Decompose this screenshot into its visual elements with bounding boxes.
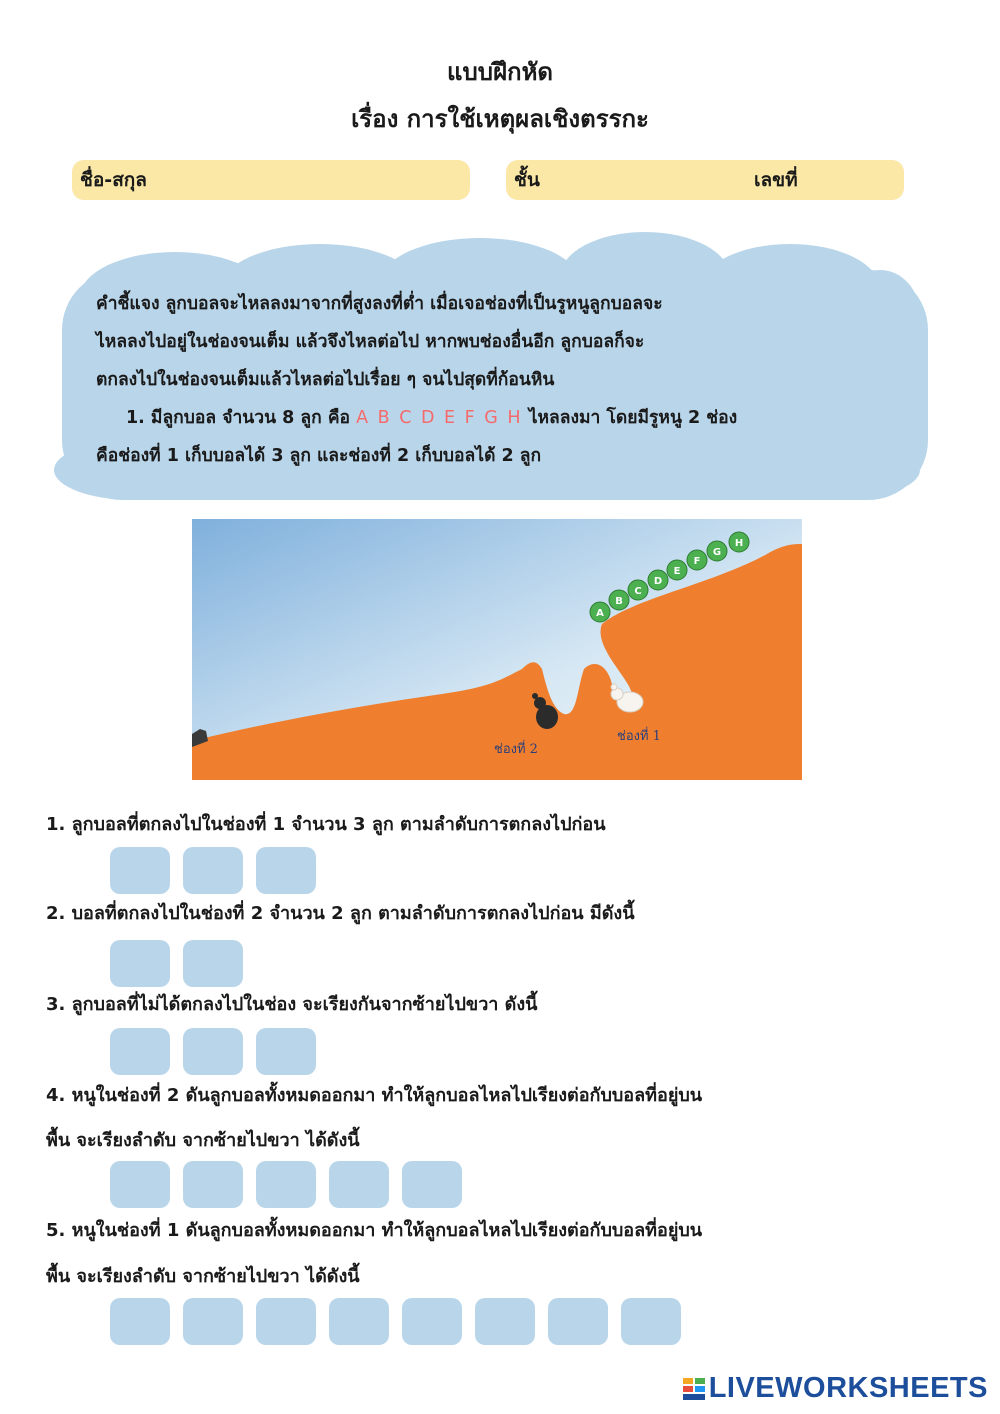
- instructions-cloud: [50, 230, 940, 505]
- instruction-line: คำชี้แจง ลูกบอลจะไหลลงมาจากที่สูงลงที่ต่ำ เมื่อเจอช่องที่เป็นรูหนูลูกบอลจะ: [96, 294, 663, 314]
- class-label: ชั้น: [514, 169, 540, 191]
- worksheet-title: แบบฝึกหัด: [447, 58, 553, 86]
- instruction-line: ไหลลงไปอยู่ในช่องจนเต็ม แล้วจึงไหลต่อไป หากพบช่องอื่นอีก ลูกบอลก็จะ: [96, 332, 645, 352]
- worksheet-subtitle: เรื่อง การใช้เหตุผลเชิงตรรกะ: [351, 105, 649, 133]
- hill-illustration: [192, 519, 802, 780]
- question-1: 1. ลูกบอลที่ตกลงไปในช่องที่ 1 จำนวน 3 ลูก ตามลำดับการตกลงไปก่อน: [46, 814, 606, 835]
- instruction-line: [96, 399, 916, 437]
- ball-label: C: [634, 586, 642, 597]
- answer-input[interactable]: [256, 1028, 320, 1077]
- answer-input[interactable]: [183, 847, 247, 896]
- answer-slot-q5-2[interactable]: [183, 1298, 243, 1345]
- answer-slot-q3-2[interactable]: [183, 1028, 243, 1075]
- answer-input[interactable]: [329, 1298, 393, 1347]
- ball-label: A: [596, 608, 604, 619]
- answer-input[interactable]: [402, 1161, 466, 1210]
- instruction-line: คือช่องที่ 1 เก็บบอลได้ 3 ลูก และช่องที่ 2 เก็บบอลได้ 2 ลูก: [96, 446, 542, 466]
- answer-input[interactable]: [256, 1298, 320, 1347]
- answer-slot-q5-7[interactable]: [548, 1298, 608, 1345]
- ball-label: G: [712, 547, 722, 558]
- question-5: 5. หนูในช่องที่ 1 ดันลูกบอลทั้งหมดออกมา ทำให้ลูกบอลไหลไปเรียงต่อกับบอลที่อยู่บน: [46, 1220, 703, 1241]
- ball-label: D: [653, 576, 663, 587]
- instruction-line: ตกลงไปในช่องจนเต็มแล้วไหลต่อไปเรื่อย ๆ จนไปสุดที่ก้อนหิน: [96, 370, 555, 390]
- ball-label: H: [734, 538, 744, 549]
- question-2: 2. บอลที่ตกลงไปในช่องที่ 2 จำนวน 2 ลูก ตามลำดับการตกลงไปก่อน มีดังนี้: [46, 903, 635, 924]
- answer-input[interactable]: [110, 1298, 174, 1347]
- liveworksheets-icon: [683, 1378, 705, 1400]
- ball-label: F: [693, 556, 701, 567]
- answer-input[interactable]: [110, 1028, 174, 1077]
- answer-input[interactable]: [475, 1298, 539, 1347]
- answer-input[interactable]: [183, 1298, 247, 1347]
- answer-slot-q5-5[interactable]: [402, 1298, 462, 1345]
- answer-slot-q5-3[interactable]: [256, 1298, 316, 1345]
- answer-slot-q5-1[interactable]: [110, 1298, 170, 1345]
- answer-slot-q5-6[interactable]: [475, 1298, 535, 1345]
- answer-slot-q3-1[interactable]: [110, 1028, 170, 1075]
- ball-label: B: [615, 596, 623, 607]
- answer-input[interactable]: [548, 1298, 612, 1347]
- answer-input[interactable]: [110, 940, 174, 989]
- answer-slot-q1-1[interactable]: [110, 847, 170, 894]
- liveworksheets-logo: [683, 1372, 988, 1405]
- instruction-item-tail: ไหลลงมา โดยมีรูหนู 2 ช่อง: [528, 408, 738, 428]
- instructions-text: [96, 285, 916, 475]
- answer-slot-q3-3[interactable]: [256, 1028, 316, 1075]
- answer-input[interactable]: [621, 1298, 685, 1347]
- answer-slot-q4-1[interactable]: [110, 1161, 170, 1208]
- hole2-label: ช่องที่ 2: [494, 742, 538, 757]
- name-label: ชื่อ-สกุล: [80, 169, 147, 191]
- answer-input[interactable]: [110, 847, 174, 896]
- hole1-label: ช่องที่ 1: [617, 729, 661, 744]
- answer-slot-q1-2[interactable]: [183, 847, 243, 894]
- answer-input[interactable]: [329, 1161, 393, 1210]
- answer-slot-q4-2[interactable]: [183, 1161, 243, 1208]
- instruction-item-label: 1. มีลูกบอล จำนวน 8 ลูก คือ: [126, 408, 351, 428]
- answer-input[interactable]: [402, 1298, 466, 1347]
- class-field[interactable]: [506, 160, 904, 200]
- answer-slot-q4-3[interactable]: [256, 1161, 316, 1208]
- question-4-cont: พื้น จะเรียงลำดับ จากซ้ายไปขวา ได้ดังนี้: [46, 1130, 360, 1151]
- question-5-cont: พื้น จะเรียงลำดับ จากซ้ายไปขวา ได้ดังนี้: [46, 1266, 360, 1287]
- number-label: เลขที่: [754, 169, 798, 191]
- answer-input[interactable]: [256, 847, 320, 896]
- answer-input[interactable]: [183, 940, 247, 989]
- answer-slot-q5-4[interactable]: [329, 1298, 389, 1345]
- answer-slot-q1-3[interactable]: [256, 847, 316, 894]
- answer-slot-q5-8[interactable]: [621, 1298, 681, 1345]
- answer-input[interactable]: [256, 1161, 320, 1210]
- brand-name: LIVEWORKSHEETS: [708, 1372, 988, 1404]
- answer-slot-q2-2[interactable]: [183, 940, 243, 987]
- answer-input[interactable]: [183, 1161, 247, 1210]
- question-4: 4. หนูในช่องที่ 2 ดันลูกบอลทั้งหมดออกมา ทำให้ลูกบอลไหลไปเรียงต่อกับบอลที่อยู่บน: [46, 1085, 703, 1106]
- question-3: 3. ลูกบอลที่ไม่ได้ตกลงไปในช่อง จะเรียงกันจากซ้ายไปขวา ดังนี้: [46, 994, 538, 1015]
- answer-input[interactable]: [110, 1161, 174, 1210]
- ball-letters: A B C D E F G H: [356, 408, 523, 428]
- answer-slot-q4-4[interactable]: [329, 1161, 389, 1208]
- answer-input[interactable]: [183, 1028, 247, 1077]
- name-field[interactable]: [72, 160, 470, 200]
- answer-slot-q2-1[interactable]: [110, 940, 170, 987]
- ball-label: E: [673, 566, 681, 577]
- answer-slot-q4-5[interactable]: [402, 1161, 462, 1208]
